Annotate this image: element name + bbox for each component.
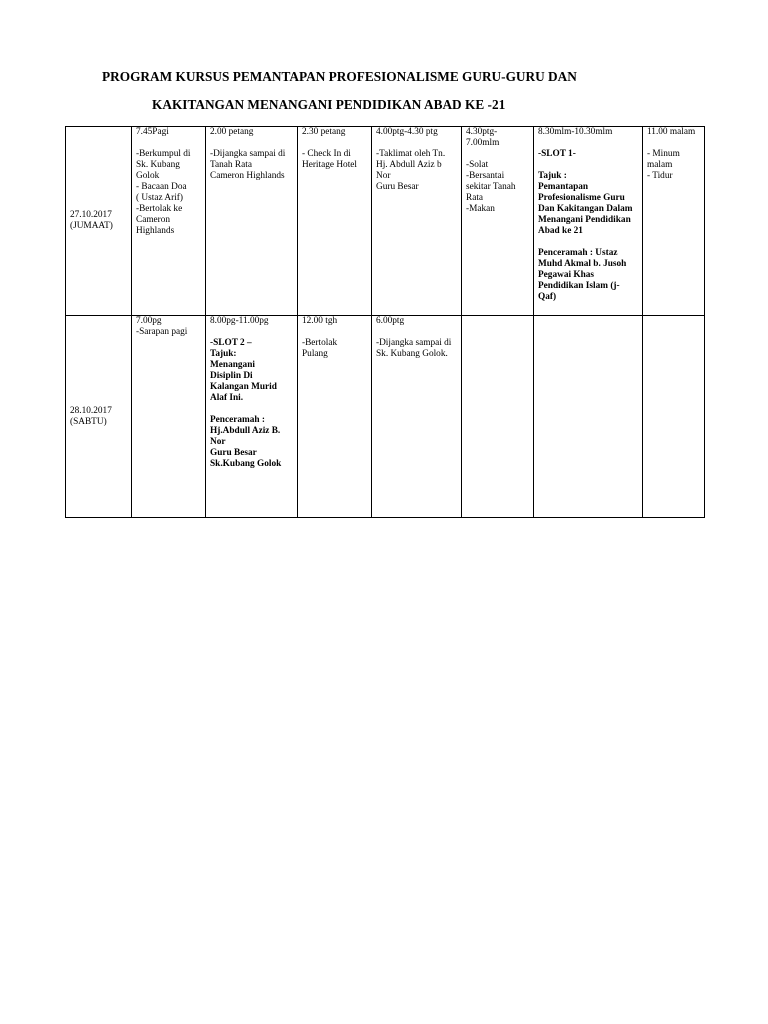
activity-text: -Solat -Bersantai sekitar Tanah Rata -Makan [466, 160, 516, 214]
date-text: 27.10.2017 (JUMAAT) [70, 210, 113, 231]
schedule-cell [298, 316, 372, 518]
date-cell [66, 127, 132, 316]
speaker-text: Penceramah : Ustaz Muhd Akmal b. Jusoh Pegawai Khas Pendidikan Islam (j- Qaf) [538, 248, 627, 302]
schedule-cell [372, 316, 462, 518]
activity-text: -Bertolak Pulang [302, 338, 338, 359]
time-text: 6.00ptg [376, 316, 405, 326]
activity-text: - Minum malam - Tidur [647, 149, 680, 181]
schedule-cell [372, 127, 462, 316]
schedule-cell [298, 127, 372, 316]
slot-label: -SLOT 2 – Tajuk: Menangani Disiplin Di Kalangan Murid Alaf Ini. [210, 338, 277, 403]
document-title-line-2: KAKITANGAN MENANGANI PENDIDIKAN ABAD KE -21 [152, 97, 506, 112]
time-text: 2.00 petang [210, 127, 254, 137]
schedule-cell [132, 316, 206, 518]
document-title-line-1: PROGRAM KURSUS PEMANTAPAN PROFESIONALISME GURU-GURU DAN [102, 69, 577, 84]
speaker-text: Penceramah : Hj.Abdull Aziz B. Nor Guru Besar Sk.Kubang Golok [210, 415, 282, 469]
activity-text: - Check In di Heritage Hotel [302, 149, 357, 170]
schedule-cell [462, 127, 534, 316]
time-text: 4.30ptg- 7.00mlm [466, 127, 500, 148]
time-text: 11.00 malam [647, 127, 696, 137]
schedule-cell [206, 127, 298, 316]
activity-text: -Dijangka sampai di Sk. Kubang Golok. [376, 338, 452, 359]
time-text: 2.30 petang [302, 127, 346, 137]
time-text: 7.45Pagi [136, 127, 169, 137]
empty-cell [643, 316, 705, 518]
schedule-table [65, 126, 705, 518]
empty-cell [534, 316, 643, 518]
time-text: 4.00ptg-4.30 ptg [376, 127, 438, 137]
date-text: 28.10.2017 (SABTU) [70, 405, 112, 427]
table-row [66, 127, 705, 316]
time-text: 8.00pg-11.00pg [210, 316, 269, 326]
empty-cell [462, 316, 534, 518]
time-text: 12.00 tgh [302, 316, 338, 326]
activity-text: -Berkumpul di Sk. Kubang Golok - Bacaan Doa ( Ustaz Arif) -Bertolak ke Cameron Highlands [136, 149, 191, 236]
activity-text: 7.00pg -Sarapan pagi [136, 316, 188, 337]
schedule-cell [534, 127, 643, 316]
activity-text: -Taklimat oleh Tn. Hj. Abdull Aziz b Nor Guru Besar [376, 149, 446, 192]
schedule-cell [132, 127, 206, 316]
topic-text: Tajuk : Pemantapan Profesionalisme Guru Dan Kakitangan Dalam Menangani Pendidikan Abad ke 21 [538, 171, 633, 236]
time-text: 8.30mlm-10.30mlm [538, 127, 613, 137]
schedule-cell [206, 316, 298, 518]
table-row [66, 316, 705, 518]
slot-label: -SLOT 1- [538, 149, 576, 159]
activity-text: -Dijangka sampai di Tanah Rata Cameron Highlands [210, 149, 286, 181]
date-cell [66, 316, 132, 518]
schedule-cell [643, 127, 705, 316]
